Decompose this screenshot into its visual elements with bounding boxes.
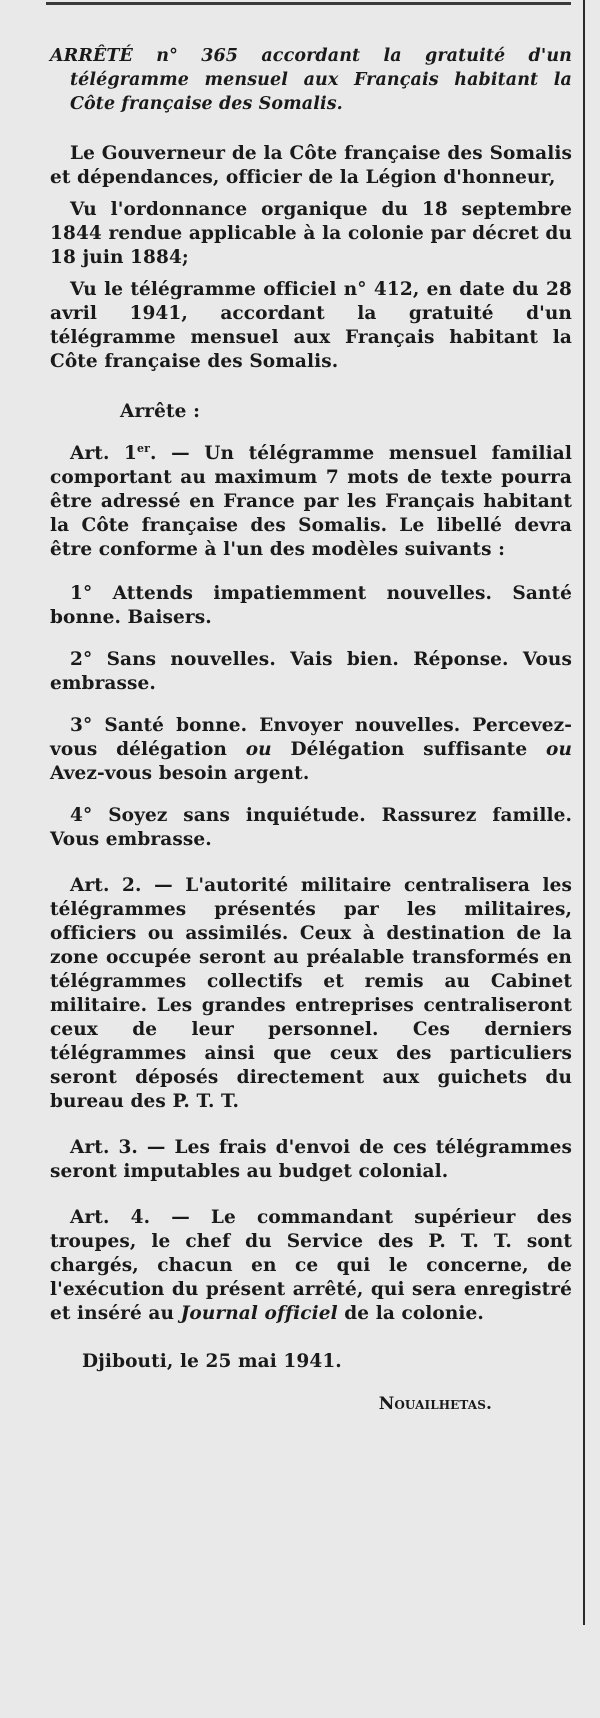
article-1 bbox=[50, 442, 572, 562]
article-3: Art. 3. — Les frais d'envoi de ces télégrammes seront imputables au budget colonial. bbox=[50, 1137, 572, 1182]
model-1: 1° Attends impatiemment nouvelles. Santé bonne. Baisers. bbox=[50, 583, 572, 628]
preamble-telegram: Vu le télégramme officiel n° 412, en date du 28 avril 1941, accordant la gratuité d'un télégramme mensuel aux Français habitant la Côte française des Somalis. bbox=[50, 279, 572, 372]
preamble-governor: Le Gouverneur de la Côte française des Somalis et dépendances, officier de la Légion d'honneur, bbox=[50, 143, 572, 188]
preamble-ordonnance: Vu l'ordonnance organique du 18 septembre 1844 rendue applicable à la colonie par décret du 18 juin 1884; bbox=[50, 199, 572, 268]
signature: Nouailhetas. bbox=[378, 1394, 492, 1414]
top-rule bbox=[46, 2, 571, 5]
article-1-text: . — Un télégramme mensuel familial comportant au maximum 7 mots de texte pourra être adressé en France par les Français habitant la Côte française des Somalis. Le libellé devra être conforme à l'un des modèles suivants : bbox=[50, 443, 572, 560]
model-3-ou1: ou bbox=[245, 739, 272, 760]
article-4 bbox=[50, 1206, 572, 1326]
article-4-text: Art. 4. — Le commandant supérieur des troupes, le chef du Service des P. T. T. sont chargés, chacun en ce qui le concerne, de l'exécution du présent arrêté, qui sera enregistré et inséré au bbox=[50, 1207, 572, 1324]
journal-officiel: Journal officiel bbox=[180, 1303, 338, 1324]
model-4: 4° Soyez sans inquiétude. Rassurez famille. Vous embrasse. bbox=[50, 805, 572, 850]
document-column bbox=[50, 44, 572, 1424]
arrete-label: Arrête : bbox=[120, 401, 201, 422]
article-4-end: de la colonie. bbox=[337, 1303, 484, 1324]
date-line: Djibouti, le 25 mai 1941. bbox=[82, 1351, 342, 1372]
article-2: Art. 2. — L'autorité militaire centralisera les télégrammes présentés par les militaires, officiers ou assimilés. Ceux à destination de la zone occupée seront au préalable transformés en télégrammes collectifs et remis au Cabinet militaire. Les grandes entreprises centraliseront ceux de leur personnel. Ces derniers télégrammes ainsi que ceux des particuliers seront déposés directement aux guichets du bureau des P. T. T. bbox=[50, 875, 572, 1112]
model-3-ou2: ou bbox=[546, 739, 572, 760]
article-1-sup: er bbox=[137, 441, 151, 455]
model-3 bbox=[50, 714, 572, 786]
decree-title: ARRÊTÉ n° 365 accordant la gratuité d'un télégramme mensuel aux Français habitant la Côte française des Somalis. bbox=[50, 46, 572, 114]
model-3-part3: Avez-vous besoin argent. bbox=[50, 763, 310, 784]
column-rule bbox=[583, 0, 585, 1625]
model-3-part2: Délégation suffisante bbox=[271, 739, 546, 760]
model-2: 2° Sans nouvelles. Vais bien. Réponse. Vous embrasse. bbox=[50, 649, 572, 694]
article-1-label: Art. 1 bbox=[70, 443, 138, 464]
model-3-part1: 3° Santé bonne. Envoyer nouvelles. Percevez-vous délégation bbox=[50, 715, 572, 760]
